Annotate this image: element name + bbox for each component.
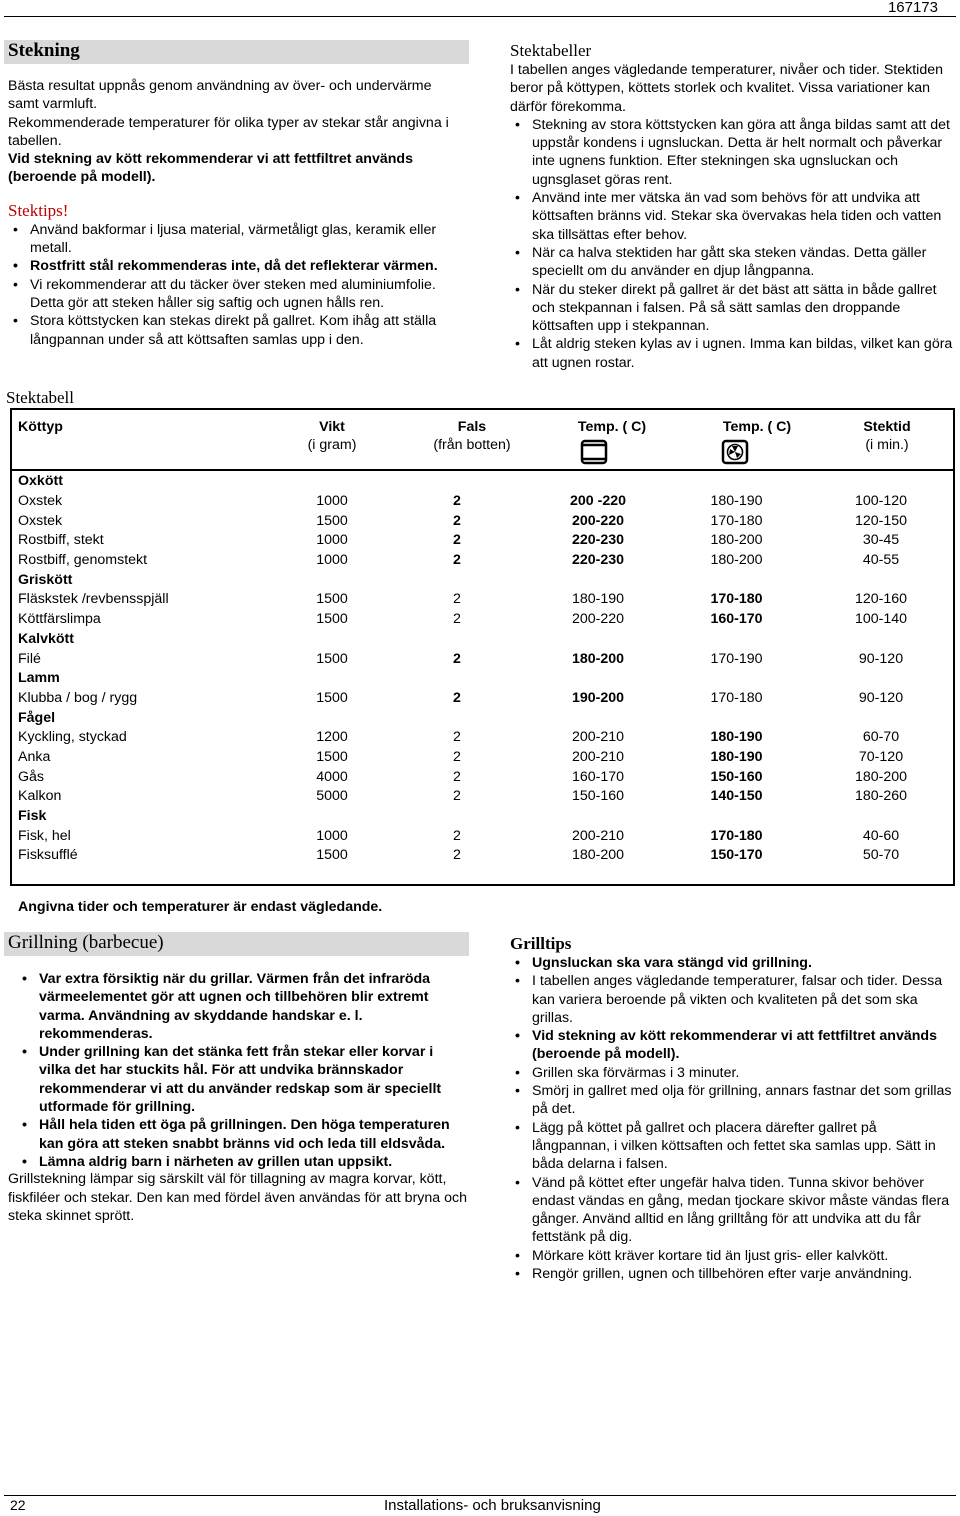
table-row (12, 551, 953, 571)
stekning-heading: Stekning (8, 40, 80, 61)
cell-stektid: 40-55 (862, 552, 900, 569)
cell-kottyp: Kyckling, styckad (18, 729, 127, 746)
grilltips-heading: Grilltips (510, 934, 572, 953)
stektips-heading: Stektips! (8, 200, 69, 220)
grillning-list (8, 970, 468, 1171)
cell-temp2: 180-190 (710, 493, 763, 510)
cell-vikt: 1500 (316, 847, 348, 864)
stektabell-body (12, 472, 953, 866)
table-category-row (12, 669, 953, 689)
cell-fals: 2 (453, 788, 461, 805)
cell-temp1: 200-220 (571, 512, 625, 529)
col-header-temp1-label: Temp. ( C) (577, 419, 647, 435)
table-row (12, 826, 953, 846)
table-row (12, 511, 953, 531)
cell-vikt: 1500 (316, 611, 348, 628)
stektabell-header (12, 410, 953, 471)
grilltips-item: • Vid stekning av kött rekommenderar vi att fettfiltret används (beroende på modell). (510, 1027, 956, 1064)
cell-stektid: 90-120 (858, 650, 904, 667)
cell-stektid: 100-120 (854, 493, 908, 510)
cell-temp1: 160-170 (571, 768, 625, 785)
table-category-row (12, 630, 953, 650)
col-header-vikt-unit: (i gram) (307, 437, 357, 454)
stektabell-heading: Stektabell (6, 388, 74, 407)
grilltips-item: • Vänd på köttet efter ungefär halva tiden. Tunna skivor behöver endast vändas en gång, medan tjockare skivor måste vändas flera gånger. Använd alltid en lång grilltång för att undvika att du får fettstänk på dig. (510, 1174, 956, 1247)
cell-kottyp: Gås (18, 768, 45, 785)
grilltips-item: • Rengör grillen, ugnen och tillbehören efter varje användning. (510, 1265, 956, 1283)
cell-vikt: 1000 (316, 552, 348, 569)
cell-kottyp: Oxstek (18, 493, 63, 510)
cell-kottyp: Oxstek (18, 512, 63, 529)
stektips-item: • Rostfritt stål rekommenderas inte, då det reflekterar värmen. (8, 257, 466, 275)
cell-temp2: 170-180 (710, 827, 763, 844)
grilltips-item: • Ugnsluckan ska vara stängd vid grillning. (510, 954, 956, 972)
grilltips-item: • Lägg på köttet på gallret och placera därefter gallret på långpannan, i vilken köttsaften och fettet ska samlas upp. Sätt in båda delarna i falsen. (510, 1119, 956, 1174)
stektabeller-item: • När du steker direkt på gallret är det bäst att sätta in både gallret och stekpannan i falsen. På så sätt samlas den droppande köttsaften upp i stekpannan. (510, 281, 955, 336)
cell-temp2: 150-160 (710, 768, 763, 785)
cell-kottyp: Fläskstek /revbensspjäll (18, 591, 169, 608)
stektabell-note: Angivna tider och temperaturer är endast vägledande. (18, 899, 383, 915)
table-row (12, 767, 953, 787)
cell-fals: 2 (453, 591, 461, 608)
cell-fals: 2 (453, 650, 461, 667)
cell-temp2: 180-190 (710, 729, 763, 746)
cell-vikt: 1500 (316, 689, 348, 706)
cell-stektid: 120-150 (854, 512, 908, 529)
cell-temp2: 170-190 (710, 650, 763, 667)
col-header-temp2 (702, 418, 812, 465)
cell-stektid: 40-60 (862, 827, 900, 844)
table-row (12, 492, 953, 512)
grilltips-section (510, 934, 956, 1283)
table-row (12, 689, 953, 709)
table-row (12, 649, 953, 669)
cell-temp2: 170-180 (710, 512, 763, 529)
cell-temp1: 150-160 (571, 788, 625, 805)
grilltips-item: • Smörj in gallret med olja för grillning, annars fastnar det som grillas på det. (510, 1082, 956, 1119)
grilltips-item: • Grillen ska förvärmas i 3 minuter. (510, 1064, 956, 1082)
cell-vikt: 1500 (316, 512, 348, 529)
fan-oven-icon (721, 439, 749, 465)
footer-title: Installations- och bruksanvisning (384, 1497, 601, 1514)
cell-vikt: 1000 (316, 532, 348, 549)
grillning-item: • Håll hela tiden ett öga på grillningen. Den höga temperaturen kan göra att steken snabbt bränns vid och leda till eldsvåda. (17, 1116, 468, 1153)
cell-kottyp: Kalkon (18, 788, 62, 805)
table-row (12, 787, 953, 807)
col-header-vikt-label: Vikt (319, 419, 345, 435)
cell-vikt: 1000 (316, 827, 348, 844)
cell-temp1: 200-210 (571, 729, 625, 746)
grillning-heading-bar (4, 932, 469, 956)
top-bottom-heat-icon (580, 439, 608, 465)
cell-temp1: 180-200 (571, 650, 625, 667)
category-label: Lamm (18, 670, 60, 687)
cell-fals: 2 (453, 748, 461, 765)
cell-fals: 2 (453, 729, 461, 746)
cell-temp2: 170-180 (710, 591, 763, 608)
cell-kottyp: Köttfärslimpa (18, 611, 101, 628)
stektabeller-section (510, 40, 955, 372)
col-header-vikt (282, 418, 382, 455)
cell-kottyp: Fisksufflé (18, 847, 78, 864)
category-label: Kalvkött (18, 630, 74, 647)
table-row (12, 748, 953, 768)
cell-temp1: 200-210 (571, 748, 625, 765)
table-category-row (12, 807, 953, 827)
cell-fals: 2 (453, 611, 461, 628)
table-row (12, 531, 953, 551)
stektabeller-list (510, 116, 955, 372)
category-label: Fågel (18, 709, 56, 726)
col-header-stektid-label: Stektid (863, 419, 911, 435)
grillning-item: • Under grillning kan det stänka fett från stekar eller korvar i vilka det har stuckits hål. För att undvika brännskador rekommenderar vi att du använder redskap som är speciellt utformade för grillning. (17, 1043, 468, 1116)
top-rule (4, 16, 956, 17)
stekning-p1: Bästa resultat uppnås genom användning av över- och undervärme samt varmluft. (8, 78, 432, 113)
cell-vikt: 1500 (316, 650, 348, 667)
cell-stektid: 120-160 (854, 591, 908, 608)
category-label: Fisk (18, 808, 47, 825)
grillning-heading: Grillning (barbecue) (8, 932, 164, 953)
cell-temp1: 190-200 (571, 689, 625, 706)
table-row (12, 590, 953, 610)
cell-kottyp: Fisk, hel (18, 827, 71, 844)
grillning-body (8, 970, 468, 1225)
stekning-heading-bar (4, 40, 469, 64)
cell-temp1: 200-210 (571, 827, 625, 844)
cell-vikt: 1500 (316, 591, 348, 608)
cell-temp1: 220-230 (571, 532, 625, 549)
col-header-fals (412, 418, 532, 455)
cell-kottyp: Anka (18, 748, 51, 765)
cell-stektid: 60-70 (862, 729, 900, 746)
table-row (12, 610, 953, 630)
cell-temp1: 220-230 (571, 552, 625, 569)
stektips-list (8, 221, 466, 349)
grillning-item: • Var extra försiktig när du grillar. Värmen från det infraröda värmeelementet gör att ugnen och tillbehören blir extremt varma. Användning av skyddande handskar e. l. rekommenderas. (17, 970, 468, 1043)
col-header-fals-label: Fals (457, 419, 487, 435)
cell-kottyp: Rostbiff, stekt (18, 532, 104, 549)
stektabeller-item: • Stekning av stora köttstycken kan göra att ånga bildas samt att det uppstår kondens i ugnsluckan. Detta är helt normalt och påverkar inte ugnens funktion. Efter stekningen ska ugnsluckan och ugnsglaset göras rent. (510, 116, 955, 189)
cell-fals: 2 (453, 493, 461, 510)
cell-stektid: 90-120 (858, 689, 904, 706)
col-header-fals-sub: (från botten) (433, 437, 511, 454)
doc-number: 167173 (887, 0, 938, 16)
cell-temp1: 180-190 (571, 591, 625, 608)
cell-temp2: 170-180 (710, 689, 763, 706)
col-header-kottyp: Köttyp (18, 419, 63, 435)
cell-fals: 2 (453, 689, 461, 706)
footer-rule (4, 1495, 956, 1496)
cell-temp1: 200 -220 (569, 493, 626, 510)
cell-fals: 2 (453, 532, 461, 549)
cell-stektid: 180-260 (854, 788, 908, 805)
grillning-item: • Lämna aldrig barn i närheten av grillen utan uppsikt. (17, 1153, 468, 1171)
cell-vikt: 1000 (316, 493, 348, 510)
cell-vikt: 1200 (316, 729, 348, 746)
cell-temp2: 180-200 (710, 552, 763, 569)
stektabeller-heading: Stektabeller (510, 41, 592, 60)
cell-vikt: 5000 (316, 788, 348, 805)
cell-fals: 2 (453, 768, 461, 785)
stektabeller-item: • Använd inte mer vätska än vad som behövs för att undvika att köttsaften bränns vid. Stekar ska övervakas hela tiden och vatten ska tillsättas efter behov. (510, 189, 955, 244)
grilltips-item: • Mörkare kött kräver kortare tid än ljust gris- eller kalvkött. (510, 1247, 956, 1265)
cell-stektid: 30-45 (862, 532, 900, 549)
cell-fals: 2 (453, 512, 461, 529)
cell-vikt: 1500 (316, 748, 348, 765)
category-label: Griskött (18, 571, 73, 588)
col-header-stektid-unit: (i min.) (865, 437, 909, 454)
cell-stektid: 70-120 (858, 748, 904, 765)
cell-kottyp: Klubba / bog / rygg (18, 689, 138, 706)
stektips-item: • Vi rekommenderar att du täcker över steken med aluminiumfolie. Detta gör att steken håller sig saftig och ugnen hålls ren. (8, 276, 466, 313)
cell-temp2: 150-170 (710, 847, 763, 864)
stektabell-table (10, 408, 955, 886)
cell-kottyp: Rostbiff, genomstekt (18, 552, 148, 569)
table-row (12, 728, 953, 748)
cell-temp1: 180-200 (571, 847, 625, 864)
stekning-body (8, 77, 466, 349)
grilltips-item: • I tabellen anges vägledande temperaturer, falsar och tider. Dessa kan variera beroende på vikten och kvaliteten på det som ska grillas. (510, 972, 956, 1027)
cell-stektid: 50-70 (862, 847, 900, 864)
grilltips-list (510, 954, 956, 1283)
stektips-item: • Stora köttstycken kan stekas direkt på gallret. Kom ihåg att ställa långpannan under så att köttsaften samlas upp i den. (8, 312, 466, 349)
page-number: 22 (10, 1497, 26, 1513)
cell-stektid: 180-200 (854, 768, 908, 785)
cell-vikt: 4000 (316, 768, 348, 785)
category-label: Oxkött (18, 473, 63, 490)
cell-fals: 2 (453, 847, 461, 864)
cell-temp2: 180-200 (710, 532, 763, 549)
cell-temp1: 200-220 (571, 611, 625, 628)
table-category-row (12, 708, 953, 728)
cell-kottyp: Filé (18, 650, 41, 667)
cell-fals: 2 (453, 827, 461, 844)
col-header-temp1 (557, 418, 667, 465)
stekning-p2: Rekommenderade temperaturer för olika typer av stekar står angivna i tabellen. (8, 114, 449, 149)
stektips-item: • Använd bakformar i ljusa material, värmetåligt glas, keramik eller metall. (8, 221, 466, 258)
table-category-row (12, 570, 953, 590)
grillning-outro: Grillstekning lämpar sig särskilt väl för tillagning av magra korvar, kött, fiskfiléer och stekar. Den kan med fördel även användas för att bryna och steka skinnet sprött. (8, 1171, 467, 1224)
col-header-stektid (837, 418, 937, 455)
stekning-p3: Vid stekning av kött rekommenderar vi att fettfiltret används (beroende på modell). (8, 151, 413, 186)
stektabeller-item: • När ca halva stektiden har gått ska steken vändas. Detta gäller speciellt om du använder en djup långpanna. (510, 244, 955, 281)
cell-fals: 2 (453, 552, 461, 569)
stektabeller-intro: I tabellen anges vägledande temperaturer, nivåer och tider. Stektiden beror på köttypen, köttets storlek och kvalitet. Vissa variationer kan därför förekomma. (510, 62, 944, 115)
cell-stektid: 100-140 (854, 611, 908, 628)
table-category-row (12, 472, 953, 492)
cell-temp2: 160-170 (710, 611, 763, 628)
table-row (12, 846, 953, 866)
cell-temp2: 140-150 (710, 788, 763, 805)
cell-temp2: 180-190 (710, 748, 763, 765)
stektabeller-item: • Låt aldrig steken kylas av i ugnen. Imma kan bildas, vilket kan göra att ugnen rostar. (510, 335, 955, 372)
col-header-temp2-label: Temp. ( C) (722, 419, 792, 435)
